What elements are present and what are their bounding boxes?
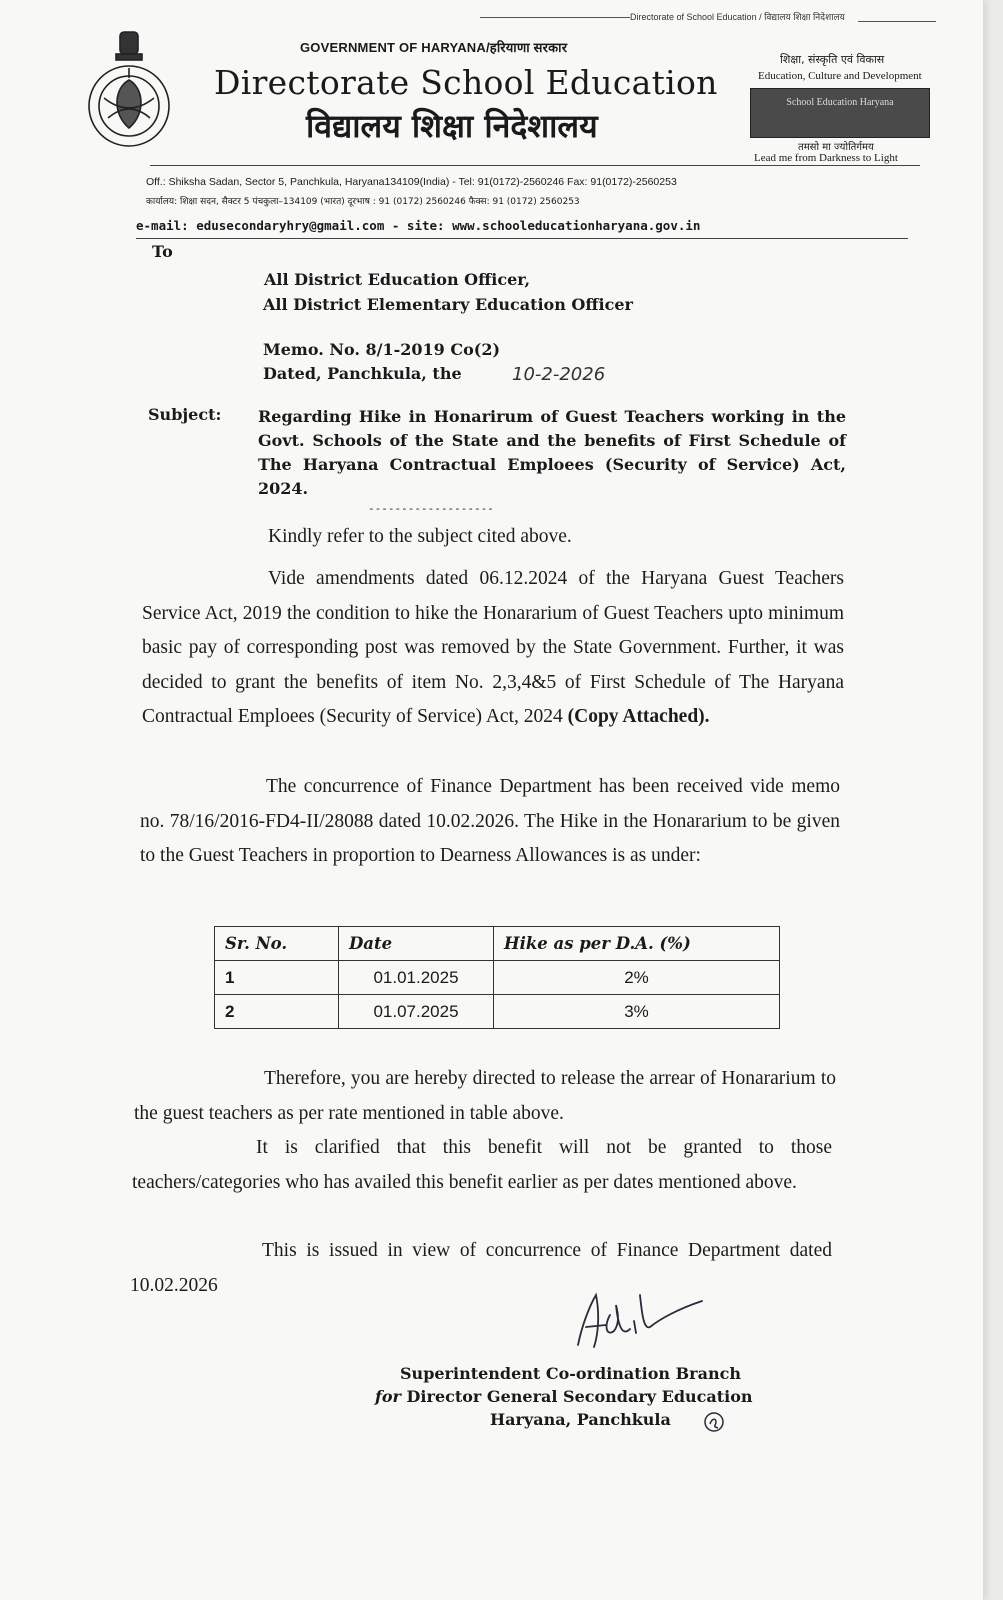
cell-sr-no: 2 — [215, 995, 339, 1029]
contact-divider — [136, 238, 908, 239]
table-row — [215, 995, 780, 1029]
top-rule-right — [858, 21, 936, 22]
for-word: for — [375, 1387, 401, 1406]
subject-text: Regarding Hike in Honarirum of Guest Teachers working in the Govt. Schools of the State and the benefits of First Schedule of The Haryana Contractual Emploees (Security of Service) Act, 2024. — [258, 407, 846, 498]
signature-icon — [560, 1275, 710, 1365]
government-line: GOVERNMENT OF HARYANA/हरियाणा सरकार — [300, 40, 568, 55]
paragraph-issued: This is issued in view of concurrence of Finance Department dated 10.02.2026 — [130, 1240, 832, 1296]
subject-separator: ------------------- — [368, 502, 494, 515]
table-header-row — [215, 927, 780, 961]
haryana-emblem-icon — [82, 28, 176, 154]
top-note: Directorate of School Education / विद्यालय शिक्षा निदेशालय — [630, 12, 845, 22]
tagline-english: Education, Culture and Development — [758, 70, 922, 82]
cell-date: 01.07.2025 — [339, 995, 494, 1029]
motto-english: Lead me from Darkness to Light — [754, 152, 898, 164]
da-hike-table — [214, 926, 780, 1029]
cell-date: 01.01.2025 — [339, 961, 494, 995]
directorate-title-hindi: विद्यालय शिक्षा निदेशालय — [306, 107, 598, 145]
school-education-logo — [750, 88, 930, 138]
directorate-title: Directorate School Education — [214, 63, 718, 102]
header-sr-no: Sr. No. — [215, 927, 339, 961]
cell-sr-no: 1 — [215, 961, 339, 995]
paragraph-direction: Therefore, you are hereby directed to release the arrear of Honararium to the guest teachers as per rate mentioned in table above. — [134, 1068, 836, 1124]
motto-hindi: तमसो मा ज्योतिर्गमय — [798, 142, 874, 153]
addressee-1: All District Education Officer, — [264, 270, 531, 289]
subject-label: Subject: — [148, 405, 222, 424]
paragraph-clarification: It is clarified that this benefit will not be granted to those teachers/categories who has availed this benefit earlier as per dates mentioned above. — [132, 1137, 832, 1193]
cell-hike: 3% — [494, 995, 780, 1029]
office-address: Off.: Shiksha Sadan, Sector 5, Panchkula, Haryana134109(India) - Tel: 91(0172)-2560246 Fax: 91(0172)-2560253 — [146, 176, 677, 188]
header-divider — [150, 165, 920, 166]
signatory-for-line — [375, 1387, 753, 1406]
copy-attached-note: (Copy Attached). — [567, 706, 710, 727]
paragraph-amendments-text: Vide amendments dated 06.12.2024 of the Haryana Guest Teachers Service Act, 2019 the condition to hike the Honararium of Guest Teachers upto minimum basic pay of corresponding post was removed by the State Government. Further, it was decided to grant the benefits of item No. 2,3,4&5 of First Schedule of The Haryana Contractual Emploees (Security of Service) Act, 2024 — [142, 568, 844, 727]
to-label: To — [152, 242, 173, 261]
signatory-office: Director General Secondary Education — [400, 1387, 753, 1406]
addressee-2: All District Elementary Education Officer — [263, 295, 633, 314]
signatory-location: Haryana, Panchkula — [490, 1410, 671, 1429]
paragraph-amendments — [142, 562, 844, 735]
memo-number: Memo. No. 8/1-2019 Co(2) — [263, 340, 501, 359]
logo-text: School Education Haryana — [786, 97, 894, 108]
paragraph-reference: Kindly refer to the subject cited above. — [268, 526, 572, 547]
initial-mark-icon — [702, 1410, 726, 1434]
table-row — [215, 961, 780, 995]
cell-hike: 2% — [494, 961, 780, 995]
tagline-hindi: शिक्षा, संस्कृति एवं विकास — [780, 53, 885, 66]
paragraph-concurrence: The concurrence of Finance Department has been received vide memo no. 78/16/2016-FD4-II/28088 dated 10.02.2026. The Hike in the Honararium to be given to the Guest Teachers in proportion to Dearness Allowances is as under: — [140, 776, 840, 866]
dated-label: Dated, Panchkula, the — [263, 364, 462, 383]
handwritten-date: 10-2-2026 — [512, 364, 606, 385]
office-address-hindi: कार्यालय: शिक्षा सदन, सैक्टर 5 पंचकुला–134109 (भारत) दूरभाष : 91 (0172) 2560246 फैक्स: 91 (0172) 2560253 — [146, 197, 580, 207]
header-hike: Hike as per D.A. (%) — [494, 927, 780, 961]
signatory-designation: Superintendent Co-ordination Branch — [400, 1364, 741, 1383]
header-date: Date — [339, 927, 494, 961]
top-rule-left — [480, 17, 630, 18]
email-site-line: e-mail: edusecondaryhry@gmail.com - site: www.schooleducationharyana.gov.in — [136, 218, 701, 233]
